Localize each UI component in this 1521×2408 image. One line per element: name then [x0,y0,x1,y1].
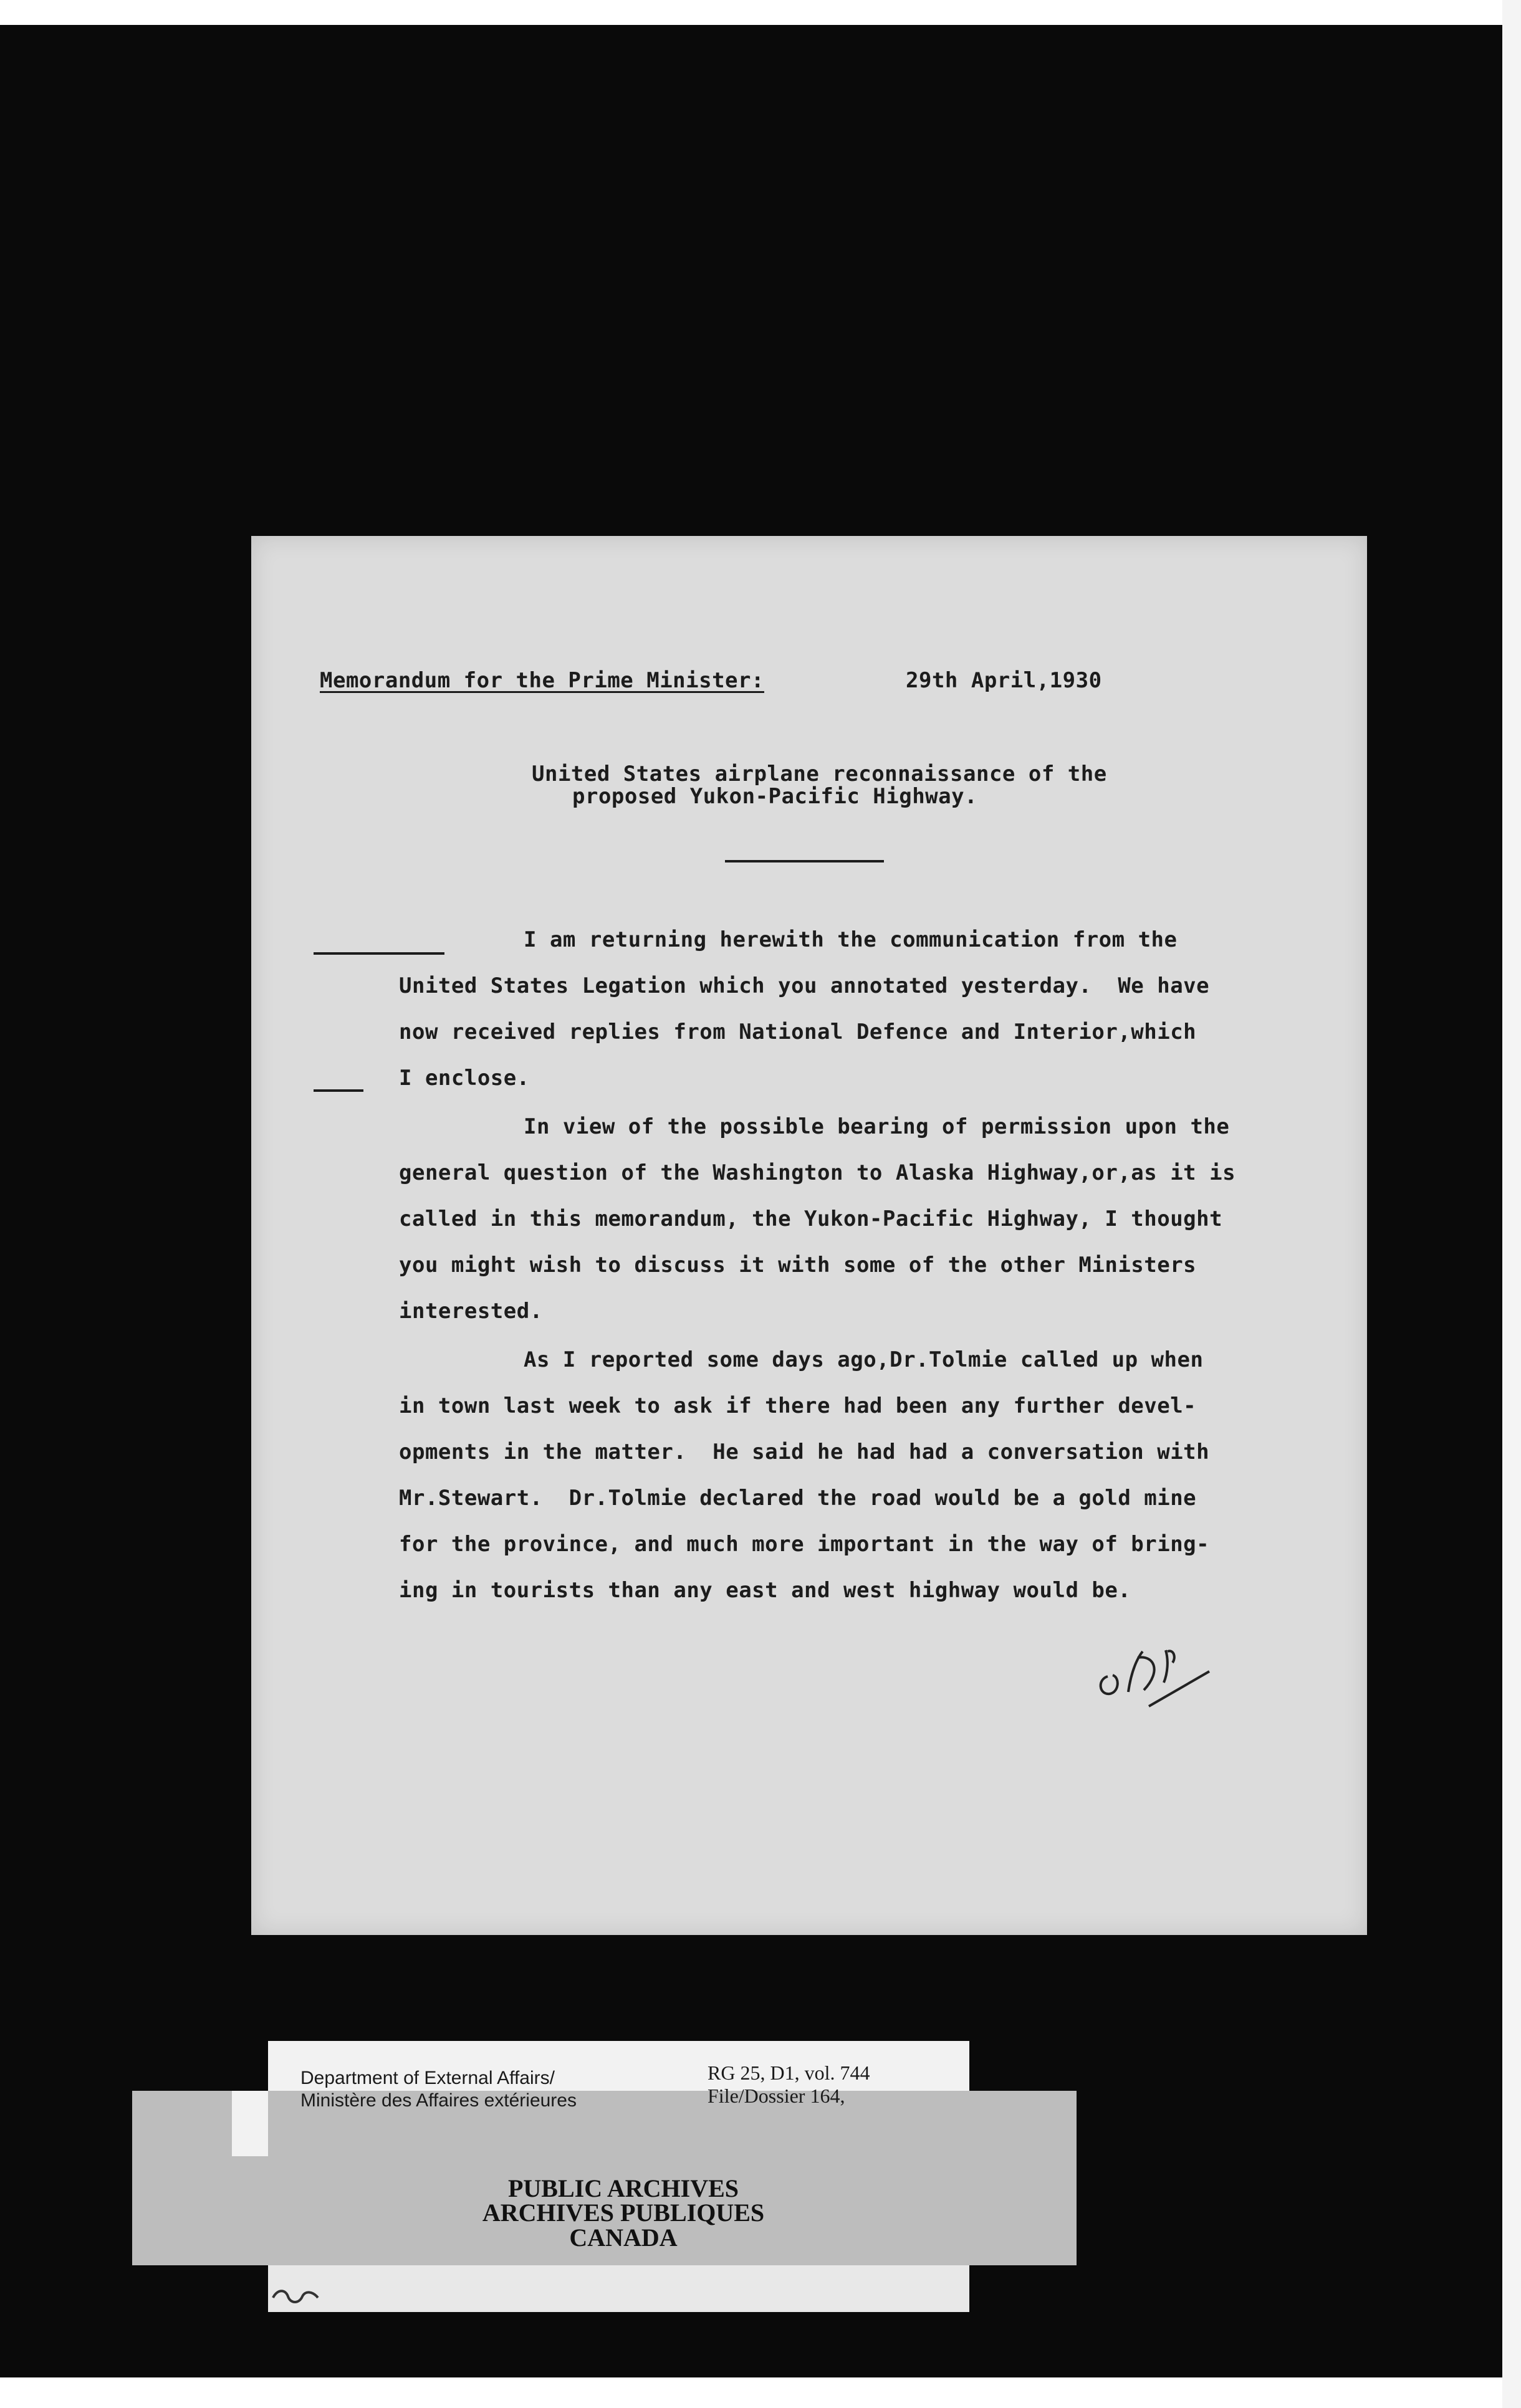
label-card-bottom [268,2265,969,2312]
department-name-fr: Ministère des Affaires extérieures [300,2090,577,2111]
paragraph-line: called in this memorandum, the Yukon-Pacific Highway, I thought [399,1206,1223,1231]
paragraph-line: United States Legation which you annotated yesterday. We have [399,973,1210,998]
file-reference: File/Dossier 164, [708,2085,845,2107]
paragraph-line: now received replies from National Defence and Interior,which [399,1020,1197,1044]
paragraph-line: general question of the Washington to Alaska Highway,or,as it is [399,1160,1236,1185]
department-name-en: Department of External Affairs/ [300,2068,555,2088]
paragraph-line: As I reported some days ago,Dr.Tolmie called up when [524,1347,1204,1372]
frame-edge [1502,0,1521,2408]
memo-subject-line: United States airplane reconnaissance of the [532,762,1107,786]
subject-divider [725,860,884,862]
paragraph-line: I am returning herewith the communication from the [524,927,1178,952]
archives-stamp-line: ARCHIVES PUBLIQUES [482,2199,765,2227]
archives-stamp-line: PUBLIC ARCHIVES [507,2174,739,2202]
paragraph-line: opments in the matter. He said he had had a conversation with [399,1440,1210,1464]
paragraph-line: Mr.Stewart. Dr.Tolmie declared the road would be a gold mine [399,1486,1197,1511]
paragraph-line: I enclose. [399,1066,530,1091]
paragraph-line: interested. [399,1299,543,1324]
paragraph-line: in town last week to ask if there had been any further devel- [399,1393,1197,1418]
handwritten-initials [1094,1633,1219,1714]
paragraph-line: ing in tourists than any east and west highway would be. [399,1578,1131,1603]
memo-heading: Memorandum for the Prime Minister: [320,668,764,693]
paragraph-line: for the province, and much more important in the way of bring- [399,1532,1210,1557]
stamp-mark-icon [268,2284,324,2309]
archives-stamp-line: CANADA [569,2224,678,2252]
paragraph-line: In view of the possible bearing of permission upon the [524,1114,1230,1139]
margin-mark [314,952,444,955]
paragraph-line: you might wish to discuss it with some of the other Ministers [399,1253,1197,1278]
memo-subject-line: proposed Yukon-Pacific Highway. [572,784,978,809]
memo-date: 29th April,1930 [906,668,1102,693]
memorandum-page [251,536,1367,1935]
record-group-reference: RG 25, D1, vol. 744 [708,2062,870,2084]
label-card-tab [232,2091,268,2156]
margin-mark [314,1089,363,1092]
